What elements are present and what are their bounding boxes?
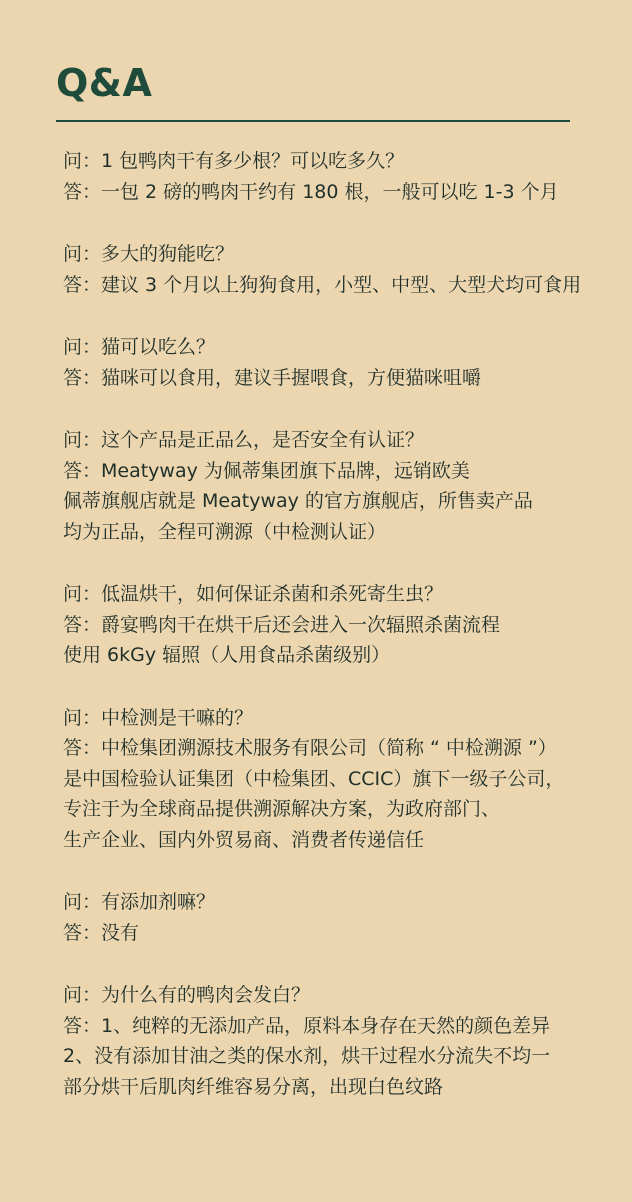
faq-item-5 bbox=[63, 579, 603, 671]
answer-text: 部分烘干后肌肉纤维容易分离，出现白色纹路 bbox=[63, 1075, 444, 1098]
answer-text: 答：爵宴鸭肉干在烘干后还会进入一次辐照杀菌流程 bbox=[63, 613, 501, 636]
question-text: 问：有添加剂嘛？ bbox=[63, 891, 216, 913]
answer-text: 均为正品，全程可溯源（中检测认证） bbox=[63, 520, 387, 543]
answer-text: 答：一包 2 磅的鸭肉干约有 180 根，一般可以吃 1-3 个月 bbox=[63, 180, 559, 203]
question-text: 问：猫可以吃么？ bbox=[63, 336, 216, 358]
answer-text: 生产企业、国内外贸易商、消费者传递信任 bbox=[63, 828, 425, 851]
answer-text: 专注于为全球商品提供溯源解决方案，为政府部门、 bbox=[63, 798, 501, 820]
faq-item-8 bbox=[63, 980, 603, 1102]
question-text: 问：多大的狗能吃？ bbox=[63, 243, 235, 265]
question-text: 问：1 包鸭肉干有多少根？可以吃多久？ bbox=[63, 150, 405, 172]
question-text: 问：这个产品是正品么，是否安全有认证？ bbox=[63, 429, 425, 451]
question-text: 问：为什么有的鸭肉会发白？ bbox=[63, 984, 311, 1006]
answer-text: 佩蒂旗舰店就是 Meatyway 的官方旗舰店，所售卖产品 bbox=[63, 490, 533, 512]
title-divider bbox=[56, 120, 570, 122]
faq-item-4 bbox=[63, 425, 603, 547]
answer-text: 答：猫咪可以食用，建议手握喂食，方便猫咪咀嚼 bbox=[63, 366, 482, 389]
question-text: 问：中检测是干嘛的？ bbox=[63, 706, 254, 729]
answer-text: 答：1、纯粹的无添加产品，原料本身存在天然的颜色差异 bbox=[63, 1014, 551, 1037]
faq-list bbox=[63, 146, 603, 1134]
question-text: 问：低温烘干，如何保证杀菌和杀死寄生虫？ bbox=[63, 583, 444, 605]
answer-text: 答：Meatyway 为佩蒂集团旗下品牌，远销欧美 bbox=[63, 459, 470, 482]
faq-item-1 bbox=[63, 146, 603, 207]
answer-text: 使用 6kGy 辐照（人用食品杀菌级别） bbox=[63, 644, 391, 666]
answer-text: 答：建议 3 个月以上狗狗食用，小型、中型、大型犬均可食用 bbox=[63, 273, 582, 296]
answer-text: 2、没有添加甘油之类的保水剂，烘干过程水分流失不均一 bbox=[63, 1045, 551, 1067]
answer-text: 是中国检验认证集团（中检集团、CCIC）旗下一级子公司， bbox=[63, 767, 565, 790]
page-title: Q&A bbox=[56, 61, 153, 105]
answer-text: 答：没有 bbox=[63, 921, 140, 944]
faq-item-2 bbox=[63, 239, 603, 300]
faq-item-3 bbox=[63, 332, 603, 393]
faq-item-6 bbox=[63, 703, 603, 856]
answer-text: 答：中检集团溯源技术服务有限公司（简称 “ 中检溯源 ”） bbox=[63, 737, 557, 759]
faq-item-7 bbox=[63, 887, 603, 948]
